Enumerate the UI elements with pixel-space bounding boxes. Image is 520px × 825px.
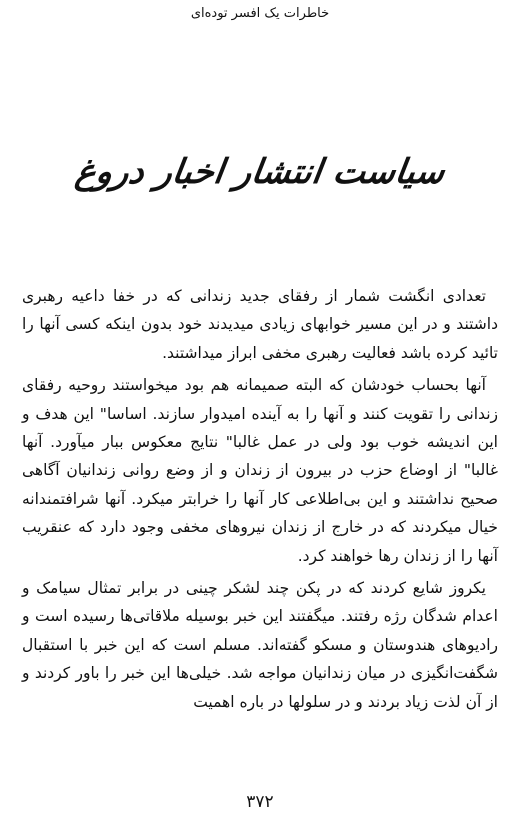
chapter-title: سیاست انتشار اخبار دروغ [72, 152, 448, 192]
paragraph: یکروز شایع کردند که در پکن چند لشکر چینی در برابر تمثال سیامک و اعدام شدگان رژه رفتند. میگفتند این خبر بوسیله ملاقاتی‌ها رسیده است و رادیوهای هندوستان و مسکو گفته‌اند. مسلم است که این خبر با استقبال شگفت‌انگیزی در میان زندانیان مواجه شد. خیلی‌ها این خبر را باور کردند و از آن لذت زیاد بردند و در سلولها در باره اهمیت [22, 579, 498, 711]
body-text [22, 282, 498, 720]
running-header: خاطرات یک افسر توده‌ای [190, 6, 330, 21]
paragraph: تعدادی انگشت شمار از رفقای جدید زندانی که در خفا داعیه رهبری داشتند و در این مسیر خوابهای زیادی میدیدند خود بدون اینکه کسی آنها را تائید کرده باشد فعالیت رهبری مخفی ابراز میداشتند. [22, 287, 498, 362]
paragraph: آنها بحساب خودشان که البته صمیمانه هم بود میخواستند روحیه رفقای زندانی را تقویت کنند و آنها را به آینده امیدوار سازند. اساسا" این هدف و این اندیشه خوب بود ولی در عمل غالبا" نتایج معکوس ببار میآورد. آنها غالبا" از اوضاع حزب در بیرون از زندان و از وضع روانی زندانیان آگاهی صحیح نداشتند و این بی‌اطلاعی کار آنها را خرابتر میکرد. آنها شرافتمندانه خیال میکردند که در خارج از زندان نیروهای مخفی وجود دارد که عنقریب آنها را از زندان رها خواهند کرد. [22, 376, 498, 565]
page-number: ۳۷۲ [246, 792, 274, 812]
